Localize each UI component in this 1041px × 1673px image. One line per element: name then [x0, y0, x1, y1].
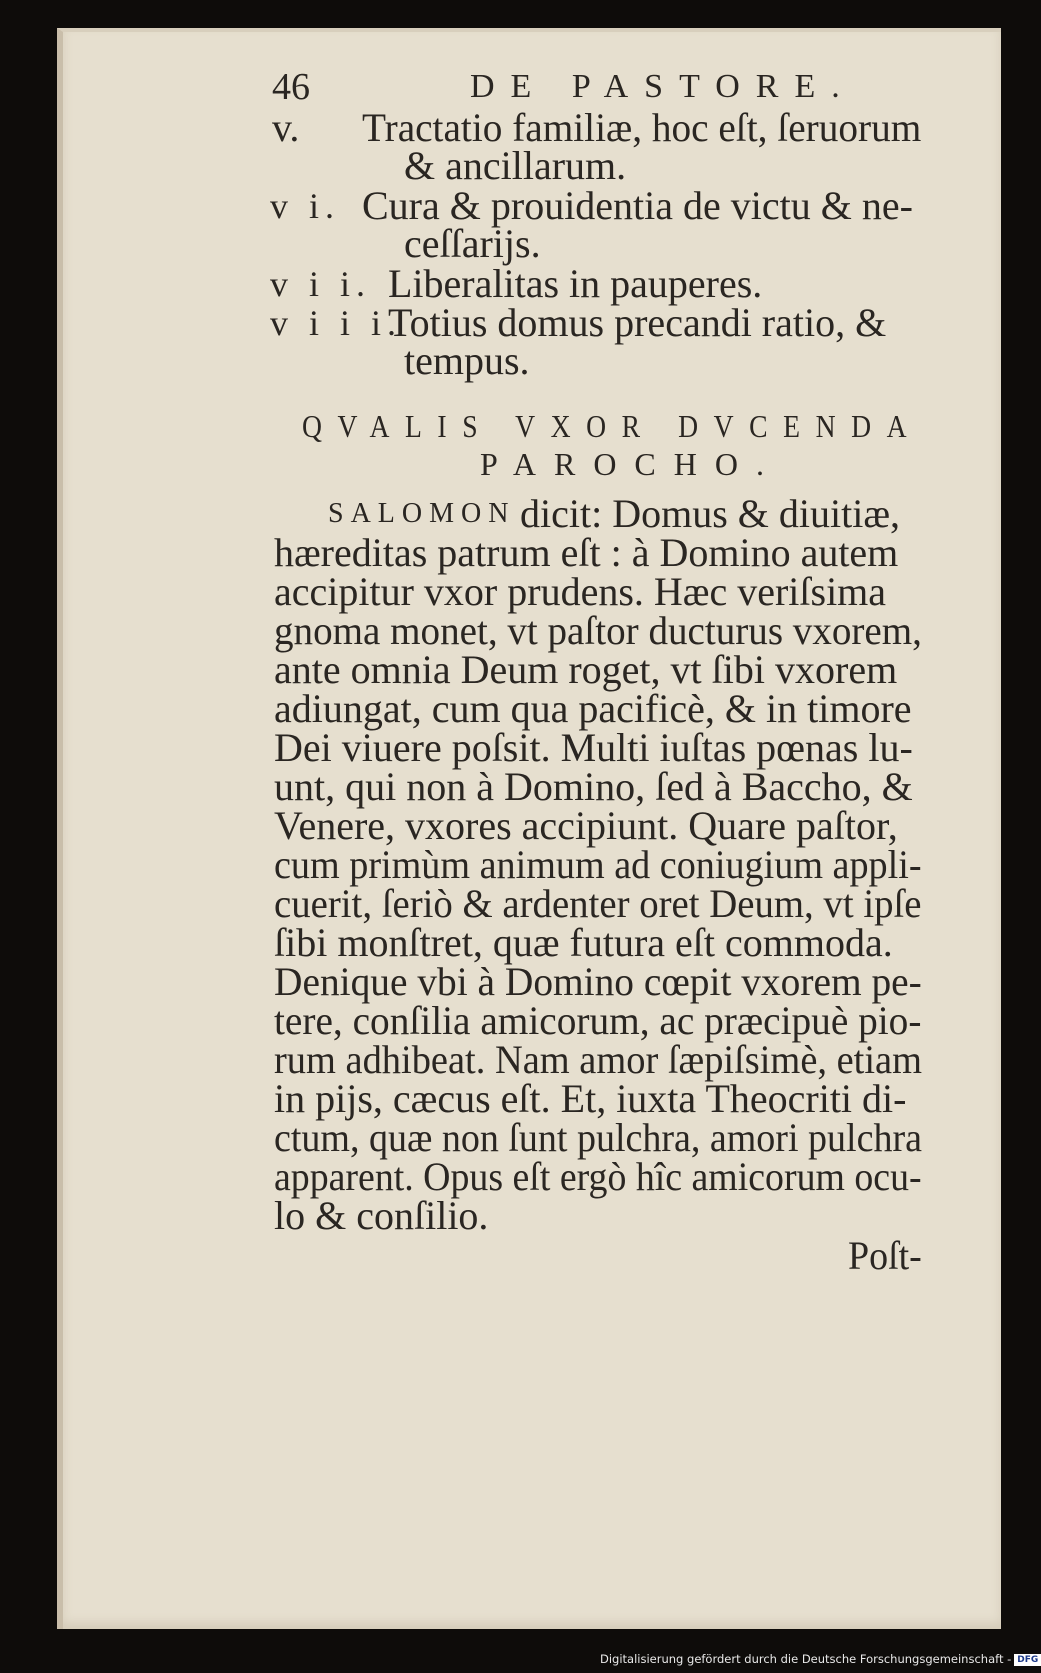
list-item-text: Totius domus precandi ratio, &	[388, 300, 887, 345]
body-line: Dei viuere poſsit. Multi iuſtas pœnas lu-	[274, 725, 913, 770]
body-line: dicit: Domus & diuitiæ,	[520, 491, 901, 536]
digitization-credit	[600, 1649, 1039, 1669]
body-line: ſibi monſtret, quæ futura eſt commoda.	[274, 920, 893, 965]
dfg-logo: DFG	[1014, 1654, 1041, 1666]
body-line: hæreditas patrum eſt : à Domino autem	[274, 530, 899, 575]
body-line: lo & conſilio.	[274, 1193, 489, 1238]
list-item-text: ceſſarijs.	[404, 221, 541, 266]
body-line: Denique vbi à Domino cœpit vxorem pe-	[274, 959, 922, 1004]
page-number: 46	[272, 66, 310, 108]
list-number: v i.	[270, 186, 341, 226]
body-line: adiungat, cum qua pacificè, & in timore	[274, 686, 912, 731]
catchword: Poſt-	[848, 1233, 922, 1278]
list-item-text: Tractatio familiæ, hoc eſt, ſeruorum	[362, 105, 922, 150]
list-item-text: Liberalitas in pauperes.	[388, 261, 763, 306]
first-word: SALOMON	[328, 498, 516, 529]
list-number: v i i.	[270, 264, 372, 304]
list-item-text: & ancillarum.	[404, 143, 627, 188]
list-number: v.	[272, 105, 300, 150]
section-heading: QVALIS VXOR DVCENDA	[302, 408, 923, 444]
body-line: Venere, vxores accipiunt. Quare paſtor,	[274, 803, 898, 848]
section-heading: PAROCHO.	[480, 446, 782, 482]
running-title: DE PASTORE.	[470, 68, 856, 105]
body-line: ctum, quæ non ſunt pulchra, amori pulchra	[274, 1115, 922, 1160]
body-line: apparent. Opus eſt ergò hîc amicorum ocu-	[274, 1154, 922, 1199]
body-line: tere, conſilia amicorum, ac præcipuè pio-	[274, 998, 922, 1043]
list-item-text: Cura & prouidentia de victu & ne-	[362, 183, 913, 228]
list-number: v i i i.	[270, 303, 403, 343]
body-line: rum adhibeat. Nam amor ſæpiſsimè, etiam	[274, 1037, 922, 1082]
body-line: in pijs, cæcus eſt. Et, iuxta Theocriti di-	[274, 1076, 907, 1121]
body-line: cum primùm animum ad coniugium appli-	[274, 842, 922, 887]
body-line: gnoma monet, vt paſtor ducturus vxorem,	[274, 608, 922, 653]
body-line: accipitur vxor prudens. Hæc veriſsima	[274, 569, 887, 614]
list-item-text: tempus.	[404, 338, 530, 383]
body-line: ante omnia Deum roget, vt ſibi vxorem	[274, 647, 898, 692]
body-line: unt, qui non à Domino, ſed à Baccho, &	[274, 764, 913, 809]
body-line: cuerit, ſeriò & ardenter oret Deum, vt ipſe	[274, 881, 922, 926]
footer-text: Digitalisierung gefördert durch die Deutsche Forschungsgemeinschaft -	[600, 1652, 1012, 1666]
